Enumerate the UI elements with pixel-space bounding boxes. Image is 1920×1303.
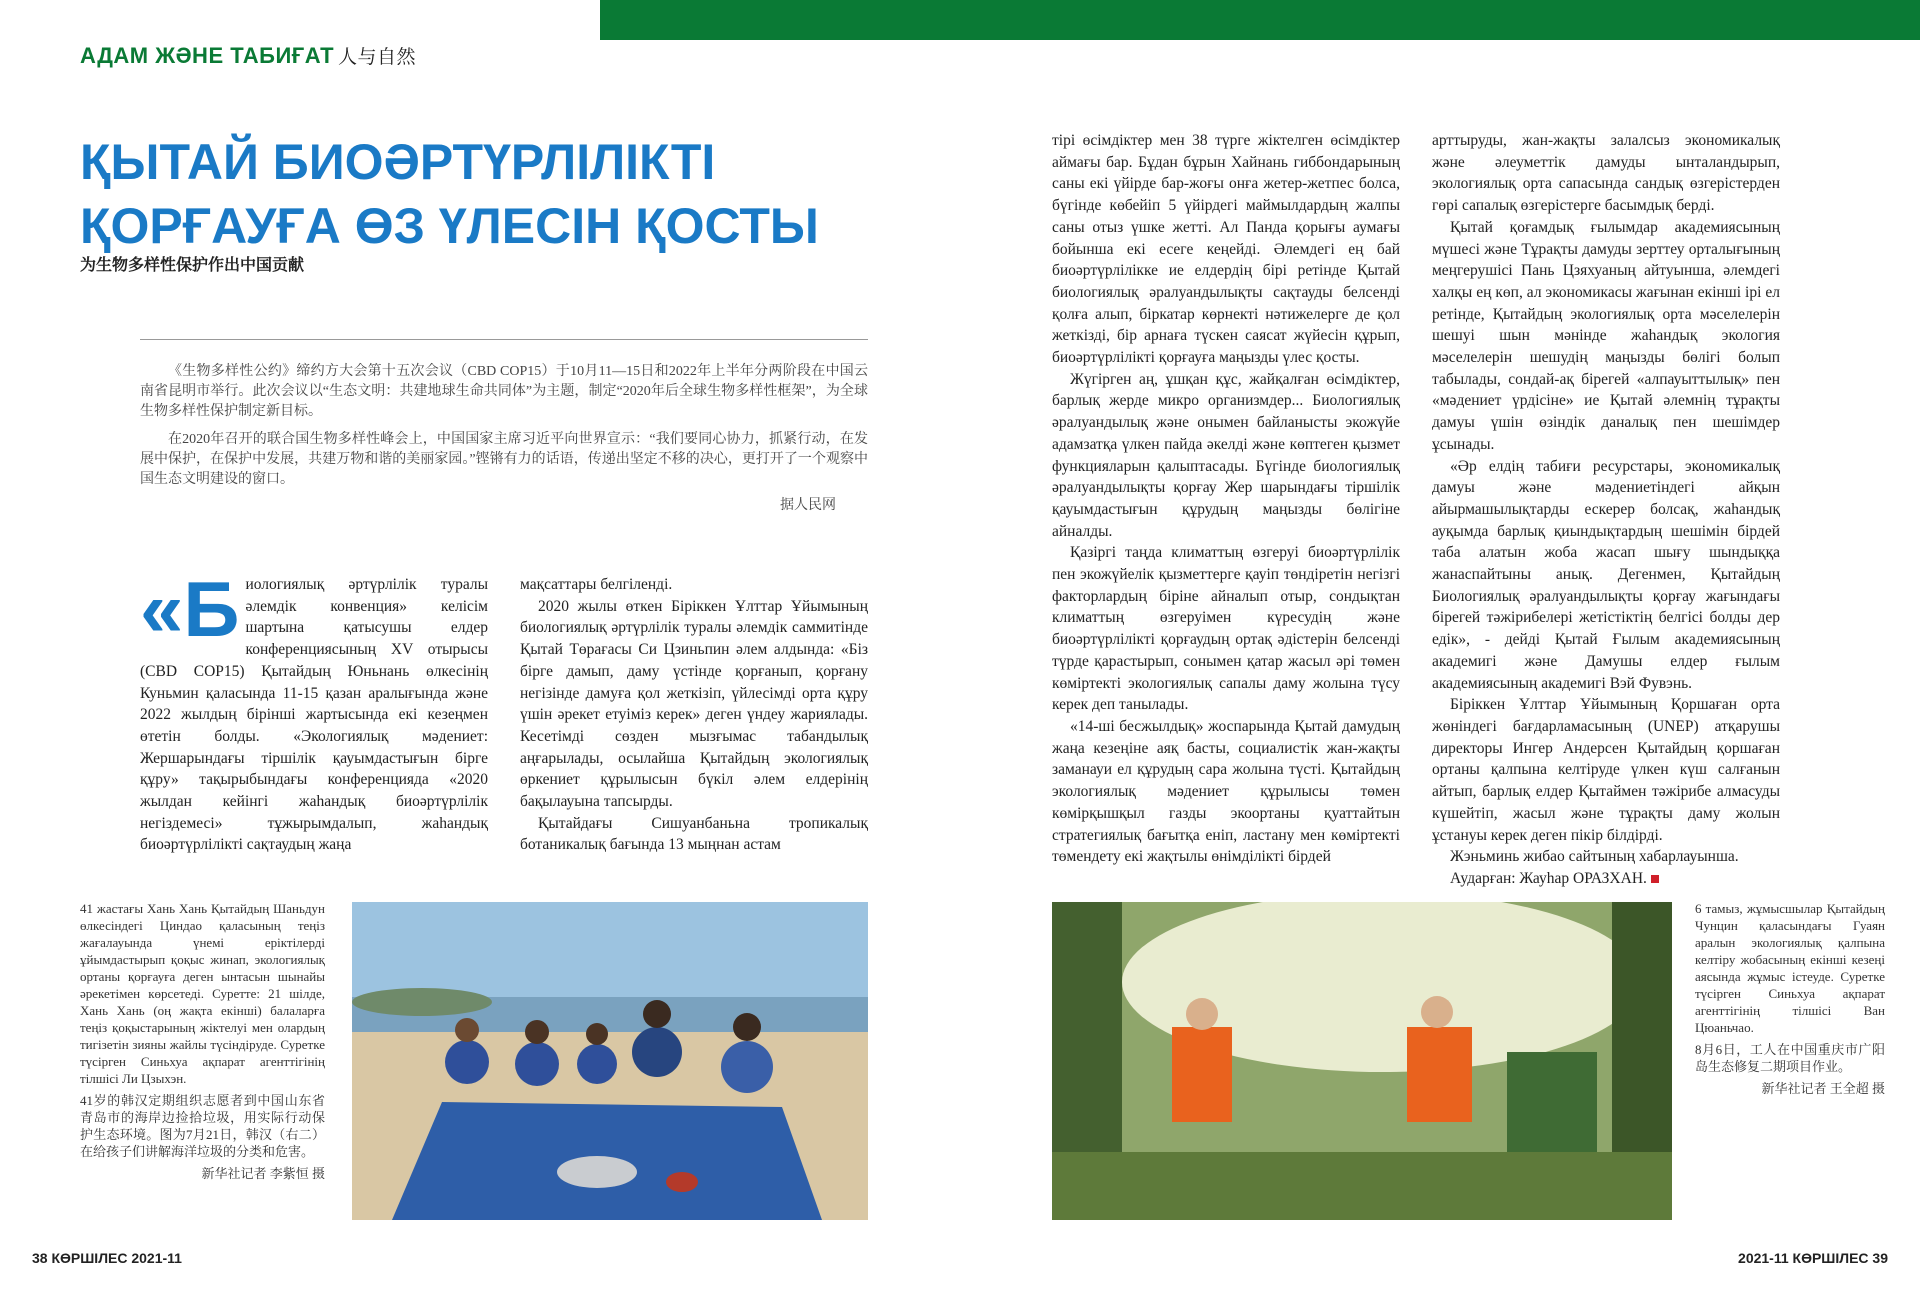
caption-kz: 41 жастағы Хань Хань Қытайдың Шаньдун өлкесіндегі Циндао қаласының теңіз жағалауында үнемі еріктілерді ұйымдастырып қоқыс жинап, экологиялық ортаны қорғауға деген ынтасын шынайы әрекетімен көрсетеді. Суретте: 21 шілде, Хань Хань (оң жақта екінші) балаларға теңіз қоқыстарының жіктелуі мен олардың тигізетін зияны жайлы түсіндіруде. Суретке түсірген Синьхуа ақпарат агенттігінің тілшісі Ли Цзыхэн.	[80, 901, 325, 1086]
article-column-1	[140, 565, 488, 856]
body-paragraph: 2020 жылы өткен Біріккен Ұлттар Ұйымының биологиялық әртүрлілік туралы әлемдік саммитінде Қытай Төрағасы Си Цзиньпин әлем алдында: «Біз бірге дамып, даму үстінде қорғанып, қорғану негізінде дамуға қол жеткізіп, үйлесімді орта құру үшін әрекет етуіміз керек» деген үндеу жариялады. Кесетімді сөзден мызғымас табандылық аңғарылады, осылайша Қытайдың экологиялық өркениет құрылысын бүкіл әлем елдерінің бақылауына тапсырды.	[520, 597, 868, 811]
body-paragraph: иологиялық әртүрлілік туралы әлемдік конвенция» келісім шартына қатысушы елдер конференциясының XV отырысы (CBD COP15) Қытайдың Юньнань өлкесінің Куньмин қаласында 11-15 қазан аралығында және 2022 жылдың бірінші жартысында екі кезеңмен өтетін болды. «Экологиялық мәдениет: Жершарындағы тіршілік қауымдастығын бірге құру» тақырыбындағы конференцияда «2020 жылдан кейінгі жаһандық биоәртүрлілік негіздемесі» тұжырымдалып, жаһандық биоәртүрлілікті сақтаудың жаңа	[140, 576, 488, 854]
body-paragraph: Қазіргі таңда климаттың өзгеруі биоәртүрлілік пен экожүйелік қызметтерге қауіп төндіретін негізгі факторлардың біріне айналып отыр, сондықтан климаттың өзгеруімен күресудің және биоәртүрлілікті қорғаудың ортақ әдістерін белсенді түрде қарастырып, сонымен қатар жасыл әрі төмен көміртекті экологиялық сапалы даму жолына түсу керек деп танылады.	[1052, 544, 1400, 714]
caption-credit: 新华社记者 李紫恒 摄	[201, 1166, 325, 1181]
photo-caption-right	[1695, 900, 1885, 1102]
article-column-2	[520, 574, 868, 856]
source-line: Жэньминь жибао сайтының хабарлауынша.	[1450, 848, 1739, 866]
section-title-kz: АДАМ ЖӘНЕ ТАБИҒАТ	[80, 43, 335, 68]
footer-left-page-number: 38 КӨРШІЛЕС 2021-11	[32, 1250, 182, 1266]
body-paragraph: тірі өсімдіктер мен 38 түрге жіктелген өсімдіктер аймағы бар. Бұдан бұрын Хайнань гиббондарының саны екі үйірде бар-жоғы онға жетер-жетпес болса, бүгінде көбейіп 5 үйірдегі маймылдардың жалпы саны отыз үшке жетті. Ал Панда қорығы аумағы бойынша екі есеге кеңейді. Әлемдегі ең бай биоәртүрлілікке ие елдердің бірі ретінде Қытай биологиялық әралуандылықты сақтауды белсенді қолға алып, біркатар көрнекті нәтижелерге де қол жеткізді, бір арнаға түскен саясат жүйесін құрып, биоәртүрлілікті қорғауға маңызды үлес қосты.	[1052, 132, 1400, 367]
caption-zh: 8月6日，工人在中国重庆市广阳岛生态修复二期项目作业。	[1695, 1042, 1885, 1074]
caption-zh: 41岁的韩汉定期组织志愿者到中国山东省青岛市的海岸边捡拾垃圾，用实际行动保护生态环境。图为7月21日，韩汉（右二）在给孩子们讲解海洋垃圾的分类和危害。	[80, 1093, 325, 1159]
intro-paragraph: 在2020年召开的联合国生物多样性峰会上，中国国家主席习近平向世界宣示：“我们要同心协力，抓紧行动，在发展中保护，在保护中发展，共建万物和谐的美丽家园。”铿锵有力的话语，传递出坚定不移的决心，更打开了一个观察中国生态文明建设的窗口。	[140, 432, 868, 487]
body-paragraph: «14-ші бесжылдық» жоспарында Қытай дамудың жаңа кезеңіне аяқ басты, социалистік жан-жақты заманауи ел құрудың сара жолына түсті. Қытайдың экологиялық мәдениет құрылысы төмен көмірқышқыл газды экоортаны қуаттайтын стратегиялық бағытқа еніп, ластану мен көміртекті төмендету екі жақтылы өнімділікті бірдей	[1052, 717, 1400, 866]
intro-block	[140, 362, 868, 498]
section-header	[80, 42, 416, 69]
photo-beach-volunteers	[352, 902, 868, 1220]
body-paragraph: арттыруды, жан-жақты залалсыз экономикалық және әлеуметтік дамуды ынталандырып, экологиялық орта сапасында сандық өзгерістерден гөрі сапалық өзгерістерге басымдық берді.	[1432, 132, 1780, 215]
intro-paragraph: 《生物多样性公约》缔约方大会第十五次会议（CBD COP15）于10月11—15日和2022年上半年分两阶段在中国云南省昆明市举行。此次会议以“生态文明：共建地球生命共同体”为主题，制定“2020年后全球生物多样性框架”，为全球生物多样性保护制定新目标。	[140, 364, 868, 419]
article-title: ҚЫТАЙ БИОӘРТҮРЛІЛІКТІ ҚОРҒАУҒА ӨЗ ҮЛЕСІН ҚОСТЫ	[80, 134, 819, 254]
article-column-3	[1052, 130, 1400, 868]
body-paragraph: Жүгірген аң, ұшқан құс, жайқалған өсімдіктер, барлық жерде микро организмдер... Биологиялық әралуандылық және онымен байланысты экожүйе адамзатқа үлкен пайда әкелді және көптеген қызмет функцияларын қалыптасады. Бүгінде биологиялық әралуандылықты қорғау Жер шарындағы тіршілік қауымдастығын құрудың маңызды бөлігіне айналды.	[1052, 370, 1400, 540]
photo-caption-left	[80, 900, 325, 1187]
beach-photo-illustration	[352, 902, 868, 1220]
footer-right-page-number: 2021-11 КӨРШІЛЕС 39	[1738, 1250, 1888, 1266]
translator-text: Аударған: Жауһар ОРАЗХАН.	[1450, 869, 1647, 887]
photo-island-workers	[1052, 902, 1672, 1220]
body-paragraph: Біріккен Ұлттар Ұйымының Қоршаған орта жөніндегі бағдарламасының (UNEP) атқарушы директоры Ингер Андерсен Қытайдың қоршаған ортаны қалпына келтіруде үлкен күш салғанын айтып, барлық елдер Қытаймен тәжірибе алмасуды күшейтіп, жасыл және тұрақты даму жолын ұстануы керек деген пікір білдірді.	[1432, 696, 1780, 844]
divider-line	[140, 339, 868, 340]
translator-line	[1432, 868, 1780, 890]
caption-kz: 6 тамыз, жұмысшылар Қытайдың Чунцин қаласындағы Гуаян аралын экологиялық қалпына келтіру жобасының екінші кезеңі аясында жұмыс істеуде. Суретке түсірген Синьхуа ақпарат агенттігінің тілшісі Ван Цюаньчао.	[1695, 901, 1885, 1035]
article-subtitle: 为生物多样性保护作出中国贡献	[80, 257, 305, 274]
end-mark-icon	[1651, 875, 1659, 883]
intro-source: 据人民网	[780, 498, 836, 513]
garden-photo-illustration	[1052, 902, 1672, 1220]
body-paragraph: мақсаттары белгіленді.	[520, 576, 673, 593]
drop-cap: «Б	[140, 565, 240, 653]
caption-credit: 新华社记者 王全超 摄	[1761, 1081, 1885, 1096]
article-column-4	[1432, 130, 1780, 890]
top-green-bar	[600, 0, 1920, 40]
body-paragraph: Қытайдағы Сишуанбаньна тропикалық ботаникалық бағында 13 мыңнан астам	[520, 814, 868, 854]
section-title-zh: 人与自然	[338, 47, 417, 68]
body-paragraph: «Әр елдің табиғи ресурстары, экономикалық дамуы және мәдениетіндегі айқын айырмашылықтарды ескерер болсақ, жаһандық ауқымда барлық қиындықтардың шешімін бірдей таба алатын жоба жасап шығу шындыққа жанаспайтыны анық. Дегенмен, Қытайдың Биологиялық әралуандылықты қорғау жағындағы бірегей тәжірибелері жетістіктің белгісі болды дер едік», - дейді Қытай Ғылым академиясының академигі және Дамушы елдер ғылым академиясының академигі Вэй Фувэнь.	[1432, 457, 1780, 692]
body-paragraph: Қытай қоғамдық ғылымдар академиясының мүшесі және Тұрақты дамуды зерттеу орталығының меңгерушісі Пань Цзяхуаның айтуынша, әлемдегі халқы ең көп, ал экономикасы жағынан екінші ірі ел ретінде, Қытайдың экологиялық орта мәселелерін шешуі шын мәнінде жаһандық экология мәселелерін шешудің маңызды бөлігі болып табылады, сондай-ақ бірегей «алпауыттылық» пен «мәдениет үрдісіне» ие Қытай әлемнің тұрақты дамуы үшін өзіндік даналық пен шешімдер ұсынады.	[1432, 218, 1780, 453]
